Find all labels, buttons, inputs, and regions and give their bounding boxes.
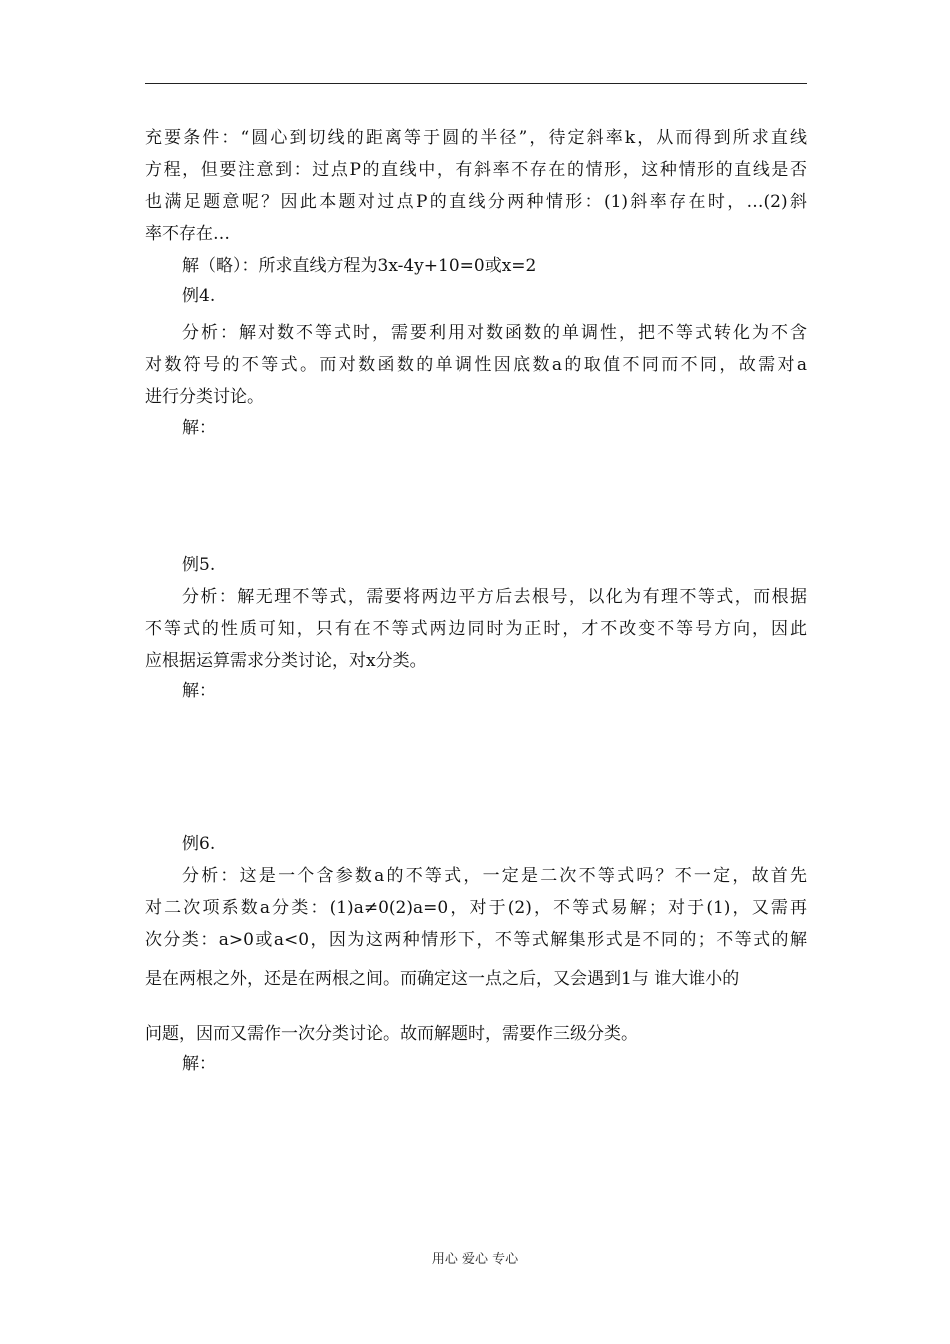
solution-label: 解： — [182, 681, 216, 701]
body-line: 对二次项系数a分类：(1)a≠0(2)a=0，对于(2)，不等式易解；对于(1)，又需再 — [145, 898, 807, 918]
solution-label: 解： — [182, 1054, 216, 1074]
page-footer: 用心 爱心 专心 — [431, 1252, 519, 1267]
analysis-line: 分析：解对数不等式时，需要利用对数函数的单调性，把不等式转化为不含 — [182, 323, 807, 343]
body-line: 应根据运算需求分类讨论，对x分类。 — [145, 651, 427, 671]
analysis-line: 分析：解无理不等式，需要将两边平方后去根号，以化为有理不等式，而根据 — [182, 587, 807, 607]
body-line: 对数符号的不等式。而对数函数的单调性因底数a的取值不同而不同，故需对a — [145, 355, 807, 375]
body-line: 次分类：a>0或a<0，因为这两种情形下，不等式解集形式是不同的；不等式的解 — [145, 930, 807, 950]
header-rule — [145, 83, 807, 84]
solution-line: 解（略）：所求直线方程为3x-4y+10=0或x=2 — [182, 256, 537, 276]
body-line: 进行分类讨论。 — [145, 387, 264, 407]
body-line: 是在两根之外，还是在两根之间。而确定这一点之后，又会遇到1与 谁大谁小的 — [145, 969, 740, 989]
solution-label: 解： — [182, 418, 216, 438]
example-heading: 例4. — [182, 286, 216, 306]
example-heading: 例6. — [182, 834, 216, 854]
example-heading: 例5. — [182, 555, 216, 575]
body-line: 充要条件：“圆心到切线的距离等于圆的半径”，待定斜率k，从而得到所求直线 — [145, 128, 807, 148]
body-line: 率不存在… — [145, 224, 230, 244]
body-line: 也满足题意呢？因此本题对过点P的直线分两种情形：(1)斜率存在时，…(2)斜 — [145, 192, 807, 212]
body-line: 方程，但要注意到：过点P的直线中，有斜率不存在的情形，这种情形的直线是否 — [145, 160, 807, 180]
body-line: 不等式的性质可知，只有在不等式两边同时为正时，才不改变不等号方向，因此 — [145, 619, 807, 639]
body-line: 问题，因而又需作一次分类讨论。故而解题时，需要作三级分类。 — [145, 1024, 638, 1044]
analysis-line: 分析：这是一个含参数a的不等式，一定是二次不等式吗？不一定，故首先 — [182, 866, 807, 886]
